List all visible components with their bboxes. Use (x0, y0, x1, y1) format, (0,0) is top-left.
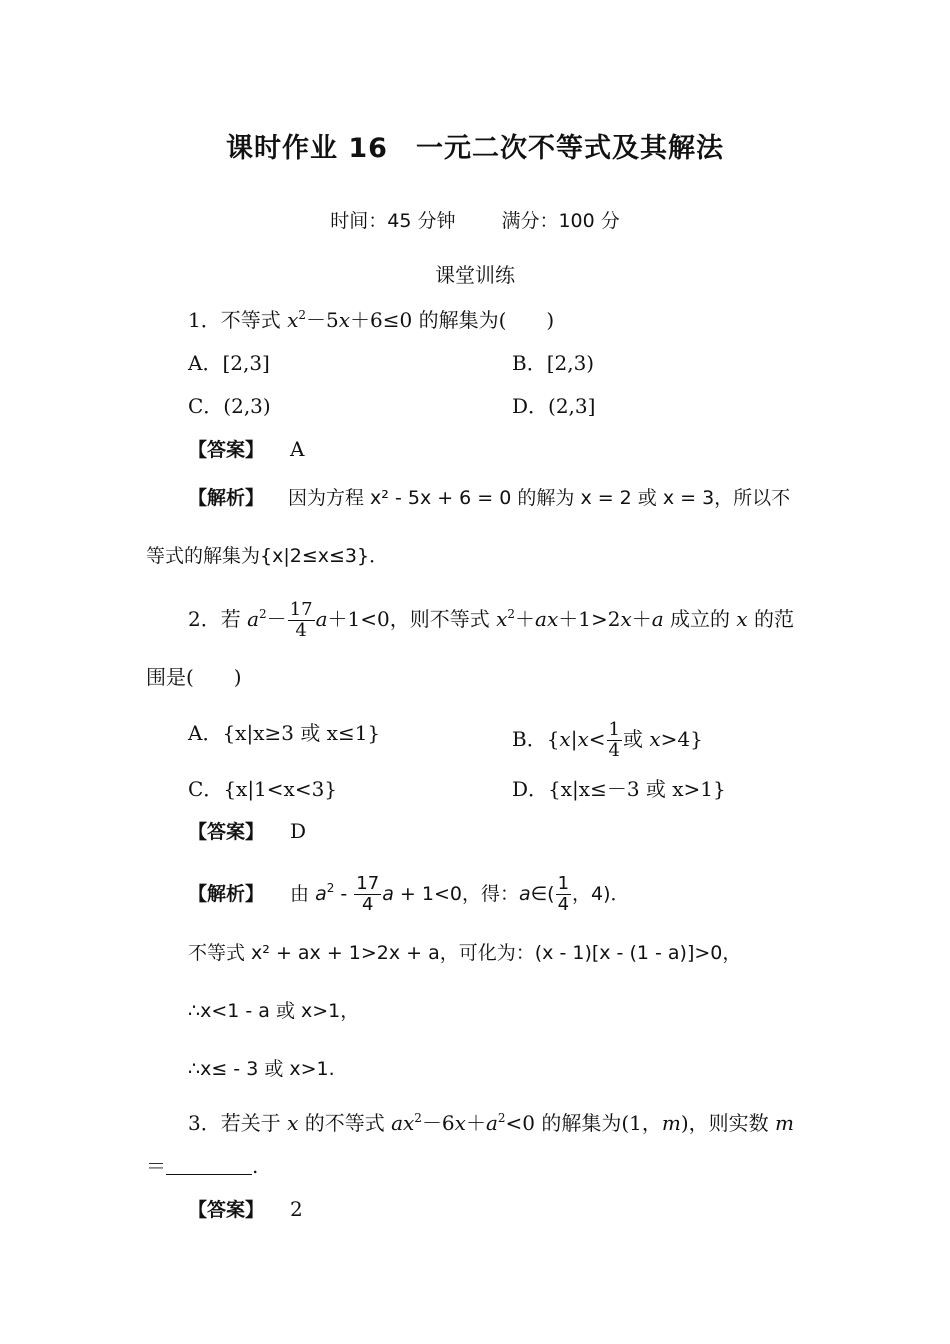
answer-label: 【答案】 (188, 1199, 265, 1221)
question-2-stem-line-2: 围是( ) (146, 665, 242, 689)
q2-option-c: C．{x|1<x<3} (188, 777, 338, 801)
q1-option-d: D．(2,3] (512, 394, 596, 418)
question-number: 2． (188, 607, 221, 631)
question-3-stem-line-2: ＝ . (146, 1154, 259, 1178)
time-limit: 时间：45 分钟 (330, 210, 456, 232)
question-1-stem: 1．不等式 $x^2-5x+6\le 0$ 的解集为( ) (188, 308, 555, 332)
full-score: 满分：100 分 (501, 210, 620, 232)
q2-analysis-line-3: ∴x<1 - a 或 x>1， (188, 1000, 360, 1022)
question-2-stem: 2．若 $a^2-$ $\frac{17}{4}$ a＋1<0，则不等式 $x^2+ax+1>2x+a$ 成立的 x 的范 (188, 599, 795, 641)
q2-option-a: A．{x|x≥3 或 x≤1} (188, 721, 381, 745)
q2-option-d: D．{x|x≤－3 或 x>1} (512, 777, 726, 801)
q1-answer (188, 436, 304, 463)
answer-blank (166, 1156, 252, 1175)
analysis-label: 【解析】 (188, 883, 265, 905)
q1-option-a: A．[2,3] (188, 351, 270, 375)
q3-answer (188, 1196, 303, 1223)
question-3-stem: 3．若关于 x 的不等式 $ax^2-6x+a^2<0$ 的解集为(1，m)，则实数 m (188, 1111, 795, 1135)
q1-option-c: C．(2,3) (188, 394, 271, 418)
answer-label: 【答案】 (188, 439, 265, 461)
q2-analysis-line-4: ∴x≤ - 3 或 x>1. (188, 1058, 335, 1080)
fraction: $\frac{17}{4}$ (356, 873, 380, 915)
analysis-label: 【解析】 (188, 487, 265, 509)
page-title: 课时作业 16 一元二次不等式及其解法 (226, 133, 724, 164)
exam-info (0, 208, 950, 234)
q1-analysis-line-1: 【解析】 因为方程 x² - 5x + 6 = 0 的解为 x = 2 或 x = 3，所以不 (188, 487, 791, 509)
q2-analysis-line-2: 不等式 x² + ax + 1>2x + a，可化为：(x - 1)[x - (1 - a)]>0， (188, 942, 742, 964)
fraction: $\frac{1}{4}$ (557, 873, 570, 915)
answer-label: 【答案】 (188, 821, 265, 843)
answer-value: 2 (290, 1197, 303, 1221)
q2-option-b: B．{x|x< $\frac{1}{4}$ 或 x>4} (512, 719, 703, 761)
section-heading: 课堂训练 (435, 263, 515, 287)
fraction: $\frac{17}{4}$ (289, 599, 313, 641)
answer-value: D (290, 819, 307, 843)
q2-answer (188, 818, 306, 845)
q2-analysis-line-1: 【解析】 由 $a^2$ - $\frac{17}{4}$ a + 1<0，得：a∈( $\frac{1}{4}$ ，4)． (188, 873, 630, 915)
answer-value: A (290, 437, 305, 461)
q1-analysis-line-2: 等式的解集为{x|2≤x≤3}． (146, 545, 389, 567)
question-number: 1． (188, 308, 221, 332)
q1-option-b: B．[2,3) (512, 351, 595, 375)
fraction: $\frac{1}{4}$ (608, 719, 620, 761)
question-number: 3． (188, 1111, 221, 1135)
